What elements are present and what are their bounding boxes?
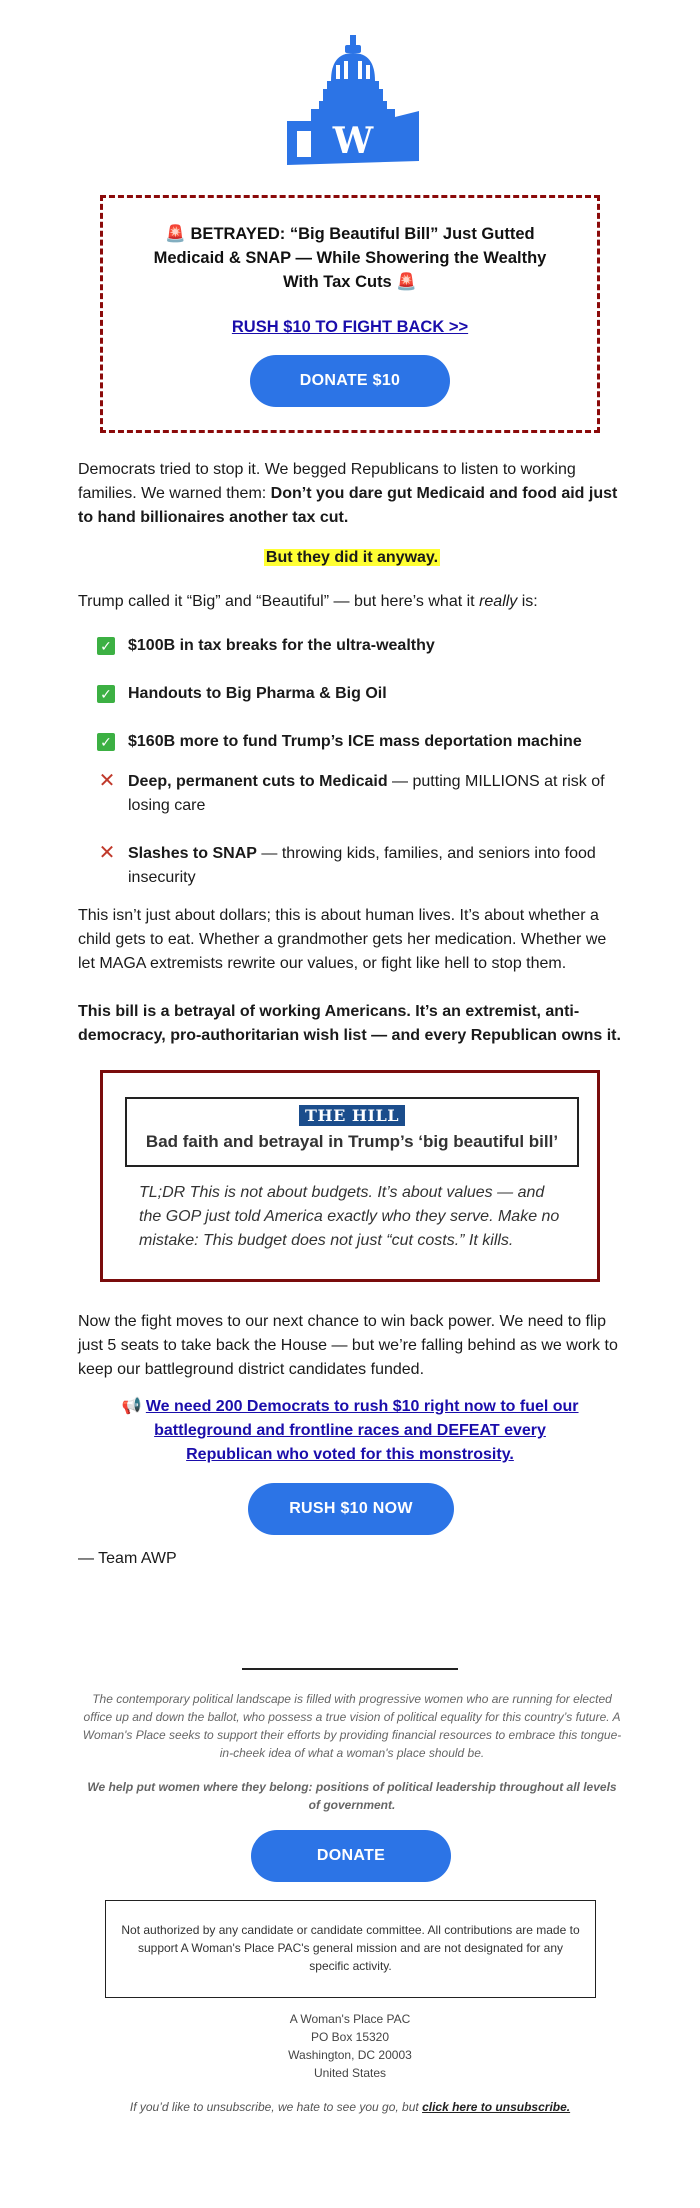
list-item-bold: $160B more to fund Trump’s ICE mass deportation machine [128, 733, 582, 750]
fight-moves-paragraph: Now the fight moves to our next chance to win back power. We need to flip just 5 seats to take back the House — but we’re falling behind as we work to keep our battleground district candidates funded. [78, 1313, 618, 1378]
list-item [97, 770, 617, 818]
list-item [97, 842, 617, 890]
check-icon: ✓ [97, 637, 115, 655]
intro-paragraph [78, 458, 626, 530]
legal-disclaimer: Not authorized by any candidate or candidate committee. All contributions are made to support A Woman's Place PAC's general mission and are not designated for any specific activity. [105, 1900, 596, 1998]
cta-line [120, 1395, 580, 1467]
list-item-bold: $100B in tax breaks for the ultra-wealthy [128, 637, 435, 654]
rush-200-democrats-link[interactable]: We need 200 Democrats to rush $10 right now to fuel our battleground and frontline races and DEFEAT every Republican who voted for this monstrosity. [145, 1398, 579, 1463]
donate-button[interactable]: DONATE [251, 1830, 451, 1882]
megaphone-icon: 📢 [121, 1398, 142, 1415]
list-item-text: — throwing kids, families, and seniors into food insecurity [128, 845, 596, 886]
footer-divider [242, 1668, 458, 1670]
p2-emphasis: really [479, 593, 518, 610]
address-line: Washington, DC 20003 [288, 2048, 412, 2062]
list-item-bold: Handouts to Big Pharma & Big Oil [128, 685, 387, 702]
cross-icon: ✕ [98, 770, 116, 792]
article-card[interactable] [125, 1097, 579, 1167]
highlight-line [78, 546, 626, 570]
betrayal-paragraph: This bill is a betrayal of working Americans. It’s an extremist, anti-democracy, pro-authoritarian wish list — and every Republican owns it. [78, 1003, 621, 1044]
trump-called-paragraph [78, 590, 626, 614]
list-item [97, 634, 617, 658]
unsubscribe-text: If you’d like to unsubscribe, we hate to see you go, but [129, 2100, 423, 2114]
list-item-bold: Deep, permanent cuts to Medicaid [128, 773, 388, 790]
article-headline: Bad faith and betrayal in Trump’s ‘big beautiful bill’ [145, 1132, 559, 1151]
rush-10-now-button[interactable]: RUSH $10 NOW [248, 1483, 454, 1535]
quote-text: TL;DR This is not about budgets. It’s about values — and the GOP just told America exactly who they serve. Make no mistake: This budget does not just “cut costs.” It kills. [139, 1184, 560, 1249]
highlight-text: But they did it anyway. [265, 549, 439, 566]
unsubscribe-line [80, 2100, 620, 2114]
list-item [97, 730, 617, 754]
quote-box [100, 1070, 600, 1282]
mailing-address [200, 2010, 500, 2082]
logo-letter: W [332, 120, 374, 162]
address-line: PO Box 15320 [310, 2030, 390, 2044]
alert-headline: 🚨 BETRAYED: “Big Beautiful Bill” Just Gutted Medicaid & SNAP — While Showering the Wealthy With Tax Cuts 🚨 [153, 225, 547, 291]
address-line: A Woman's Place PAC [289, 2012, 411, 2026]
address-line: United States [313, 2066, 387, 2080]
list-item-bold: Slashes to SNAP [128, 845, 257, 862]
p2-text-b: is: [517, 593, 538, 610]
cross-icon: ✕ [98, 842, 116, 864]
alert-box [100, 195, 600, 433]
intro-warning: Don’t you dare gut Medicaid and food aid just to hand billionaires another tax cut. [78, 485, 618, 526]
rush-fight-back-link[interactable]: RUSH $10 TO FIGHT BACK >> [231, 318, 469, 336]
list-item [97, 682, 617, 706]
capitol-logo-icon [283, 35, 423, 175]
intro-text: Democrats tried to stop it. We begged Republicans to listen to working families. We warned them: [78, 461, 576, 502]
footer-mission: The contemporary political landscape is filled with progressive women who are running for elected office up and down the ballot, who possess a true vision of political equality for this country’s future. A Woman's Place seeks to support their efforts by providing financial resources to embrace this tongue-in-cheek idea of what a woman's place should be. [82, 1692, 622, 1760]
p2-text-a: Trump called it “Big” and “Beautiful” — but here’s what it [78, 593, 480, 610]
the-hill-logo: THE HILL [299, 1105, 405, 1126]
check-icon: ✓ [97, 733, 115, 751]
signoff: — Team AWP [78, 1550, 177, 1567]
list-item-text: — putting MILLIONS at risk of losing care [128, 773, 605, 814]
footer-tagline: We help put women where they belong: positions of political leadership throughout all levels of government. [87, 1780, 617, 1812]
donate-10-button[interactable]: DONATE $10 [250, 355, 450, 407]
unsubscribe-link[interactable]: click here to unsubscribe. [422, 2100, 571, 2114]
human-lives-paragraph: This isn’t just about dollars; this is about human lives. It’s about whether a child gets to eat. Whether a grandmother gets her medication. Whether we let MAGA extremists rewrite our values, or fight like hell to stop them. [78, 907, 607, 972]
check-icon: ✓ [97, 685, 115, 703]
